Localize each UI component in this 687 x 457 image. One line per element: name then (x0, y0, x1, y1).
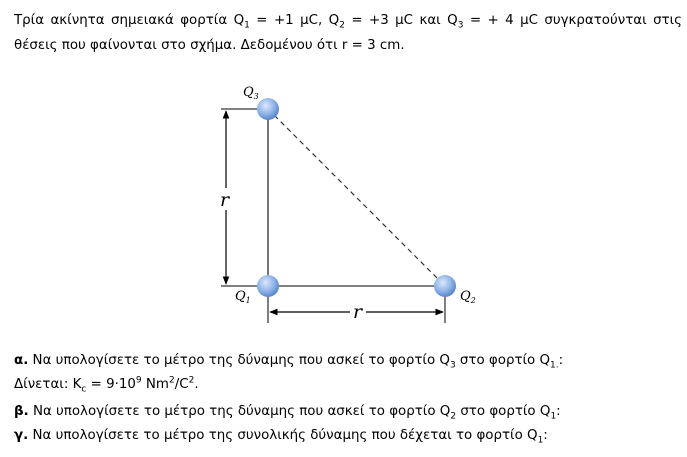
intro-text-4: = + 4 μC συγκρατούνται στις θέσεις που φαίνονται στο σχήμα. Δεδομένου ότι r = 3 cm. (14, 13, 683, 53)
question-b (14, 401, 561, 423)
question-b-text-3: : (556, 404, 561, 419)
question-a-text-2: στο φορτίο Q (455, 353, 551, 368)
question-a-label: α. (14, 353, 29, 368)
question-c-label: γ. (14, 428, 29, 443)
side-q2-q3-dashed (268, 109, 445, 286)
charge-q2 (434, 275, 456, 297)
intro-sub-1: 1 (244, 20, 250, 31)
q3-label: $Q_3$ (243, 85, 259, 101)
charges-diagram (200, 78, 490, 328)
charge-q3 (257, 98, 279, 120)
intro-text-2: = +1 μC, Q (249, 13, 340, 28)
problem-statement (14, 8, 682, 58)
question-a-sub-2: 1. (550, 360, 559, 371)
question-a-sub-1: 3 (449, 360, 456, 371)
given-text-1: Δίνεται: K (14, 377, 82, 392)
intro-text-3: = +3 μC και Q (344, 13, 458, 28)
intro-sub-3: 3 (457, 20, 464, 31)
question-b-text-1: Να υπολογίσετε το μέτρο της δύναμης που ασκεί το φορτίο Q (28, 404, 451, 419)
q1-label: $Q_1$ (235, 289, 251, 305)
charge-q1 (257, 275, 279, 297)
question-b-text-2: στο φορτίο Q (456, 404, 551, 419)
question-c-text-1: Να υπολογίσετε το μέτρο της συνολικής δύναμης που δέχεται το φορτίο Q (28, 428, 538, 443)
given-sup-2: 2 (168, 375, 175, 386)
given-text-3: Nm (141, 377, 169, 392)
question-b-sub-2: 1 (550, 411, 557, 422)
question-b-label: β. (14, 404, 29, 419)
question-b-sub-1: 2 (450, 411, 457, 422)
question-c-sub-1: 1 (537, 435, 544, 446)
question-a-text-3: : (558, 353, 564, 368)
question-c-text-2: : (543, 428, 548, 443)
q2-label: $Q_2$ (460, 289, 476, 305)
r-vertical-label: r (220, 189, 230, 211)
given-text-4: /C (174, 377, 189, 392)
given-sup-3: 2 (188, 375, 195, 386)
r-horizontal-label: r (353, 301, 363, 323)
question-a-text-1: Να υπολογίσετε το μέτρο της δύναμης που ασκεί το φορτίο Q (28, 353, 450, 368)
question-a (14, 350, 563, 372)
question-c (14, 425, 548, 447)
given-text-2: = 9·10 (86, 377, 136, 392)
intro-text-1: Τρία ακίνητα σημειακά φορτία Q (14, 13, 245, 28)
given-sub-1: c (81, 384, 87, 395)
intro-sub-2: 2 (339, 20, 345, 31)
given-constant (14, 374, 199, 396)
given-text-5: . (194, 377, 199, 392)
given-sup-1: 9 (135, 375, 142, 386)
